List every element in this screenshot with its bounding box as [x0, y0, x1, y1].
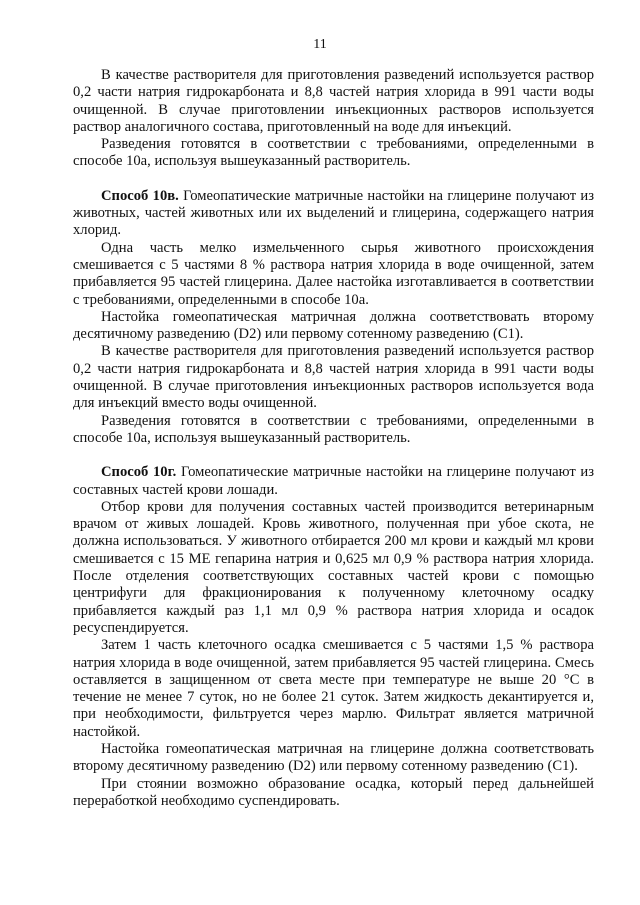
paragraph: [73, 499, 594, 637]
paragraph-text: Настойка гомеопатическая матричная на глицерине должна соответствовать второму десятичному разведению (D2) или первому сотенному разведению (C1).: [73, 740, 594, 775]
paragraph: [73, 413, 594, 448]
method-paragraph: [73, 188, 594, 240]
paragraph-text: Гомеопатические матричные настойки на глицерине получают из животных, частей животных или их выделений и глицерина, содержащего натрия хлорид.: [73, 187, 594, 239]
paragraph: [73, 67, 594, 136]
paragraph: [73, 776, 594, 811]
paragraph-text: В качестве растворителя для приготовления разведений используется раствор 0,2 части натрия гидрокарбоната и 8,8 частей натрия хлорида в 991 части воды очищенной. В случае приготовлении инъекционных растворов используется раствор аналогичного состава, приготовленный на воде для инъекций.: [73, 67, 594, 135]
paragraph-text: Настойка гомеопатическая матричная должна соответствовать второму десятичному разведению (D2) или первому сотенному разведению (C1).: [73, 308, 594, 343]
page-number: 11: [313, 37, 327, 52]
paragraph: [73, 637, 594, 741]
paragraph: [73, 309, 594, 344]
paragraph: [73, 343, 594, 412]
paragraph-text: Разведения готовятся в соответствии с требованиями, определенными в способе 10а, используя вышеуказанный растворитель.: [73, 136, 594, 170]
paragraph-text: Затем 1 часть клеточного осадка смешивается с 5 частями 1,5 % раствора натрия хлорида в воде очищенной, затем прибавляется 95 частей глицерина. Смесь оставляется в защищенном от света месте при температуре не выше 20 °С в течение не менее 7 суток, но не более 21 суток. Затем жидкость декантируется и, при необходимости, фильтруется через марлю. Фильтрат является матричной настойкой.: [73, 637, 594, 740]
method-title: Способ 10г.: [101, 464, 177, 481]
paragraph-text: В качестве растворителя для приготовления разведений используется раствор 0,2 части натрия гидрокарбоната и 8,8 частей натрия хлорида в 991 части воды очищенной. В случае приготовления инъекционных растворов используется вода для инъекций вместо воды очищенной.: [73, 343, 594, 412]
paragraph: [73, 741, 594, 776]
method-title: Способ 10в.: [101, 187, 179, 204]
paragraph-text: При стоянии возможно образование осадка, который перед дальнейшей переработкой необходимо суспендировать.: [73, 775, 594, 809]
paragraph-text: Одна часть мелко измельченного сырья животного происхождения смешивается с 5 частями 8 % раствора натрия хлорида в воде очищенной, затем прибавляется 95 частей глицерина. Далее настойка изготавливается в соответствии с требованиями, определенными в способе 10а.: [73, 239, 594, 308]
paragraph-text: Гомеопатические матричные настойки на глицерине получают из составных частей крови лошади.: [73, 464, 595, 498]
paragraph-text: Разведения готовятся в соответствии с требованиями, определенными в способе 10а, используя вышеуказанный растворитель.: [73, 412, 594, 446]
paragraph-text: Отбор крови для получения составных частей производится ветеринарным врачом от живых лошадей. Кровь животного, полученная при убое скота, не должна использоваться. У животного отбирается 200 мл крови и каждый мл крови смешивается с 15 МЕ гепарина натрия и 0,625 мл 0,9 % раствора натрия хлорида. После отделения соответствующих составных частей крови с помощью центрифуги для фракционирования к полученному клеточному осадку прибавляется каждый раз 1,1 мл 0,9 % раствора натрия хлорида и осадок ресуспендируется.: [73, 498, 594, 636]
paragraph: [73, 240, 594, 309]
paragraph: [73, 136, 594, 171]
document-body: [73, 67, 594, 810]
method-paragraph: [73, 464, 594, 499]
